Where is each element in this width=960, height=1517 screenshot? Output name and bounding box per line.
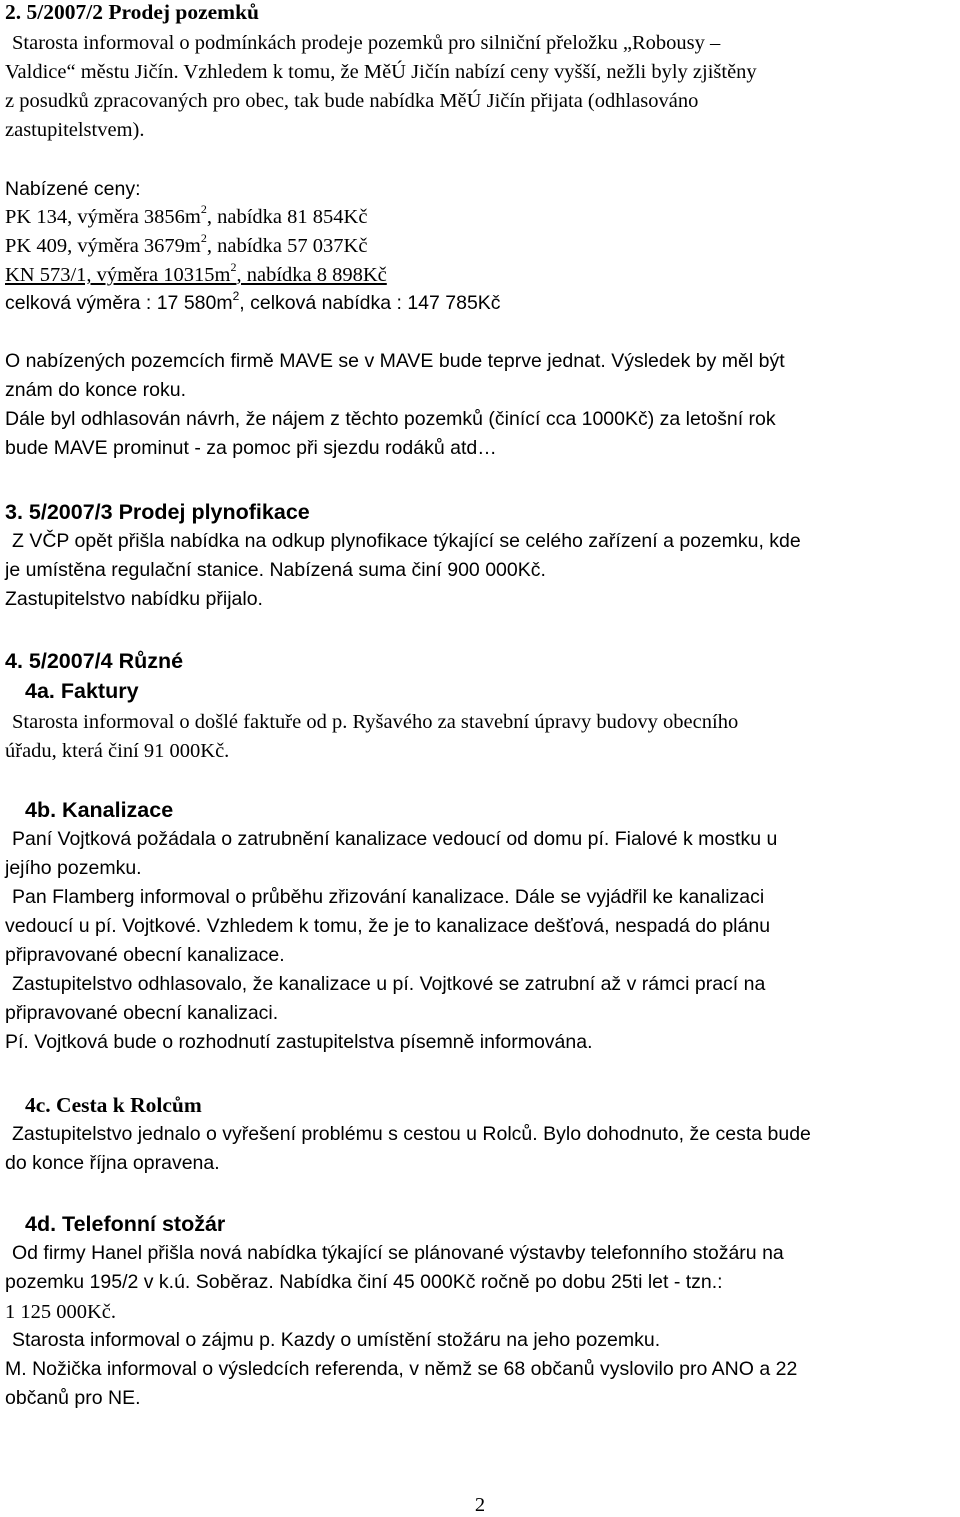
paragraph-line: bude MAVE prominut - za pomoc při sjezdu rodáků atd… bbox=[5, 437, 497, 459]
paragraph-line: vedoucí u pí. Vojtkové. Vzhledem k tomu, že je to kanalizace dešťová, nespadá do plánu bbox=[5, 915, 771, 937]
paragraph-line: Zastupitelstvo odhlasovalo, že kanalizace u pí. Vojtkové se zatrubní až v rámci prací na bbox=[12, 973, 766, 995]
prices-label: Nabízené ceny: bbox=[5, 178, 141, 200]
paragraph-line: Z VČP opět přišla nabídka na odkup plynofikace týkající se celého zařízení a pozemku, kde bbox=[12, 530, 801, 552]
paragraph-line: Starosta informoval o zájmu p. Kazdy o umístění stožáru na jeho pozemku. bbox=[12, 1329, 661, 1351]
paragraph-line: do konce října opravena. bbox=[5, 1152, 220, 1174]
paragraph-line: Paní Vojtková požádala o zatrubnění kanalizace vedoucí od domu pí. Fialové k mostku u bbox=[12, 828, 778, 850]
section-4b-heading: 4b. Kanalizace bbox=[25, 798, 174, 822]
paragraph-line: M. Nožička informoval o výsledcích referenda, v němž se 68 občanů vyslovilo pro ANO a 22 bbox=[5, 1358, 798, 1380]
paragraph-line: Pí. Vojtková bude o rozhodnutí zastupitelstva písemně informována. bbox=[5, 1031, 593, 1053]
paragraph-line: Od firmy Hanel přišla nová nabídka týkající se plánované výstavby telefonního stožáru na bbox=[12, 1242, 784, 1264]
price-total-row: celková výměra : 17 $580m^2$, celková nabídka : 147 785Kč bbox=[5, 288, 501, 314]
paragraph-line: Pan Flamberg informoval o průběhu zřizování kanalizace. Dále se vyjádřil ke kanalizaci bbox=[12, 886, 765, 908]
paragraph-line: 1 125 000Kč. bbox=[5, 1301, 117, 1323]
paragraph-line: občanů pro NE. bbox=[5, 1387, 141, 1409]
section-4-heading: 4. 5/2007/4 Různé bbox=[5, 649, 184, 673]
paragraph-line: úřadu, která činí 91 000Kč. bbox=[5, 740, 230, 762]
paragraph-line: O nabízených pozemcích firmě MAVE se v MAVE bude teprve jednat. Výsledek by měl být bbox=[5, 350, 785, 372]
paragraph-line: znám do konce roku. bbox=[5, 379, 187, 401]
paragraph-line: Dále byl odhlasován návrh, že nájem z těchto pozemků (činící cca 1000Kč) za letošní rok bbox=[5, 408, 776, 430]
paragraph-line: Valdice“ městu Jičín. Vzhledem k tomu, že MěÚ Jičín nabízí ceny vyšší, nežli byly zjištěny bbox=[5, 61, 757, 83]
price-row: PK 409, výměra $3679m^2$, nabídka 57 037Kč bbox=[5, 231, 368, 257]
section-2-heading: 2. 5/2007/2 Prodej pozemků bbox=[5, 0, 260, 24]
paragraph-line: připravované obecní kanalizace. bbox=[5, 944, 285, 966]
page-number: 2 bbox=[474, 1494, 486, 1516]
paragraph-line: Starosta informoval o podmínkách prodeje pozemků pro silniční přeložku „Robousy – bbox=[12, 32, 721, 54]
paragraph-line: Zastupitelstvo nabídku přijalo. bbox=[5, 588, 263, 610]
paragraph-line: jejího pozemku. bbox=[5, 857, 142, 879]
paragraph-line: z posudků zpracovaných pro obec, tak bude nabídka MěÚ Jičín přijata (odhlasováno bbox=[5, 90, 699, 112]
paragraph-line: připravované obecní kanalizaci. bbox=[5, 1002, 279, 1024]
price-row: PK 134, výměra $3856m^2$, nabídka 81 854Kč bbox=[5, 202, 368, 228]
section-4d-heading: 4d. Telefonní stožár bbox=[25, 1212, 226, 1236]
paragraph-line: Zastupitelstvo jednalo o vyřešení problému s cestou u Rolců. Bylo dohodnuto, že cesta bude bbox=[12, 1123, 811, 1145]
paragraph-line: pozemku 195/2 v k.ú. Soběraz. Nabídka činí 45 000Kč ročně po dobu 25ti let - tzn.: bbox=[5, 1271, 723, 1293]
section-4a-heading: 4a. Faktury bbox=[25, 679, 139, 703]
price-row: KN 573/1, výměra $10315m^2$, nabídka 8 898Kč bbox=[5, 260, 387, 286]
paragraph-line: zastupitelstvem). bbox=[5, 119, 145, 141]
section-4c-heading: 4c. Cesta k Rolcům bbox=[25, 1093, 202, 1117]
paragraph-line: Starosta informoval o došlé faktuře od p. Ryšavého za stavební úpravy budovy obecního bbox=[12, 711, 739, 733]
paragraph-line: je umístěna regulační stanice. Nabízená suma činí 900 000Kč. bbox=[5, 559, 546, 581]
section-3-heading: 3. 5/2007/3 Prodej plynofikace bbox=[5, 500, 310, 524]
